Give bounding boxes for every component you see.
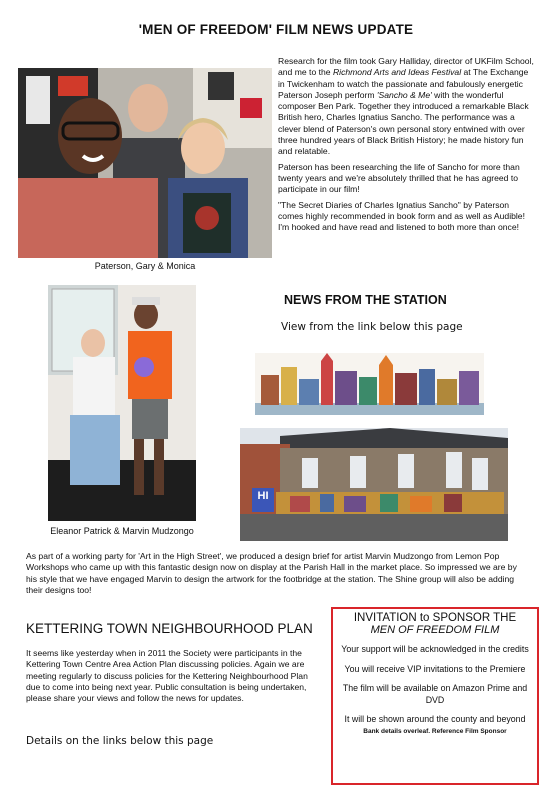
- parish-hall-photo: [240, 428, 508, 541]
- art-paragraph: As part of a working party for 'Art in the High Street', we produced a design brief for artist Marvin Mudzongo from Lemon Pop Workshops who came up with this fantastic design now on display at the Parish Hall in the market place. So impressed we are by his style that we have engaged Marvin to design the artwork for the footbridge at the station. The Shine group will also be adding their designs too!: [26, 551, 517, 595]
- mural-design-image: [255, 353, 484, 415]
- station-heading: NEWS FROM THE STATION: [284, 293, 447, 307]
- page-title: 'MEN OF FREEDOM' FILM NEWS UPDATE: [138, 22, 414, 37]
- plan-heading: KETTERING TOWN NEIGHBOURHOOD PLAN: [26, 621, 313, 636]
- photo-eleanor-marvin: [48, 285, 196, 521]
- film-article-para1: Research for the film took Gary Halliday, director of UKFilm School, and me to the Richmond Arts and Ideas Festival at The Exchange in Twickenham to watch the passionate and fabulously energetic Paterson Joseph perform 'Sancho & Me' with the wonderful composer Ben Park. Together they introduced a remarkable Black British hero, Charles Ignatius Sancho. The performance was a clever blend of Paterson's own personal story entwined with over three hundred years of Black British History; he made history fun and relatable.: [278, 56, 534, 157]
- sponsor-footnote: Bank details overleaf. Reference Film Sponsor: [363, 727, 507, 735]
- photo2-caption: Eleanor Patrick & Marvin Mudzongo: [50, 526, 194, 536]
- photo1-caption: Paterson, Gary & Monica: [94, 261, 196, 271]
- sponsor-item-premiere: You will receive VIP invitations to the Premiere: [344, 663, 526, 674]
- sponsor-item-county: It will be shown around the county and beyond: [344, 714, 526, 724]
- plan-body: It seems like yesterday when in 2011 the Society were participants in the Kettering Town Centre Area Action Plan discussing policies. Again we are meeting regularly to discuss policies for the Kettering Neighbourhood Plan due to come into being next year. Public consultation is being undertaken, please share your views and follow the news for updates.: [26, 648, 308, 704]
- photo-paterson-gary-monica: [18, 68, 272, 258]
- mural-sign: HI: [257, 490, 269, 502]
- sponsor-item-amazon: The film will be available on Amazon Prime and DVD: [342, 683, 528, 705]
- sponsor-heading: INVITATION to SPONSOR THE: [353, 612, 517, 624]
- film-article-para3: "The Secret Diaries of Charles Ignatius Sancho" by Paterson comes highly recommended in book form and as well as Audible! I'm hooked and have read and listened to both more than once!: [278, 199, 525, 233]
- sponsor-film-name: MEN OF FREEDOM FILM: [370, 624, 500, 636]
- plan-link-note: Details on the links below this page: [26, 735, 214, 747]
- sponsor-box: [331, 607, 539, 785]
- film-article-para2: Paterson has been researching the life of Sancho for more than twenty years and we're absolutely thrilled that he has agreed to participate in our film!: [278, 161, 520, 195]
- sponsor-item-credits: Your support will be acknowledged in the credits: [341, 644, 529, 654]
- film-article: [278, 56, 536, 237]
- station-link-note: View from the link below this page: [281, 321, 463, 333]
